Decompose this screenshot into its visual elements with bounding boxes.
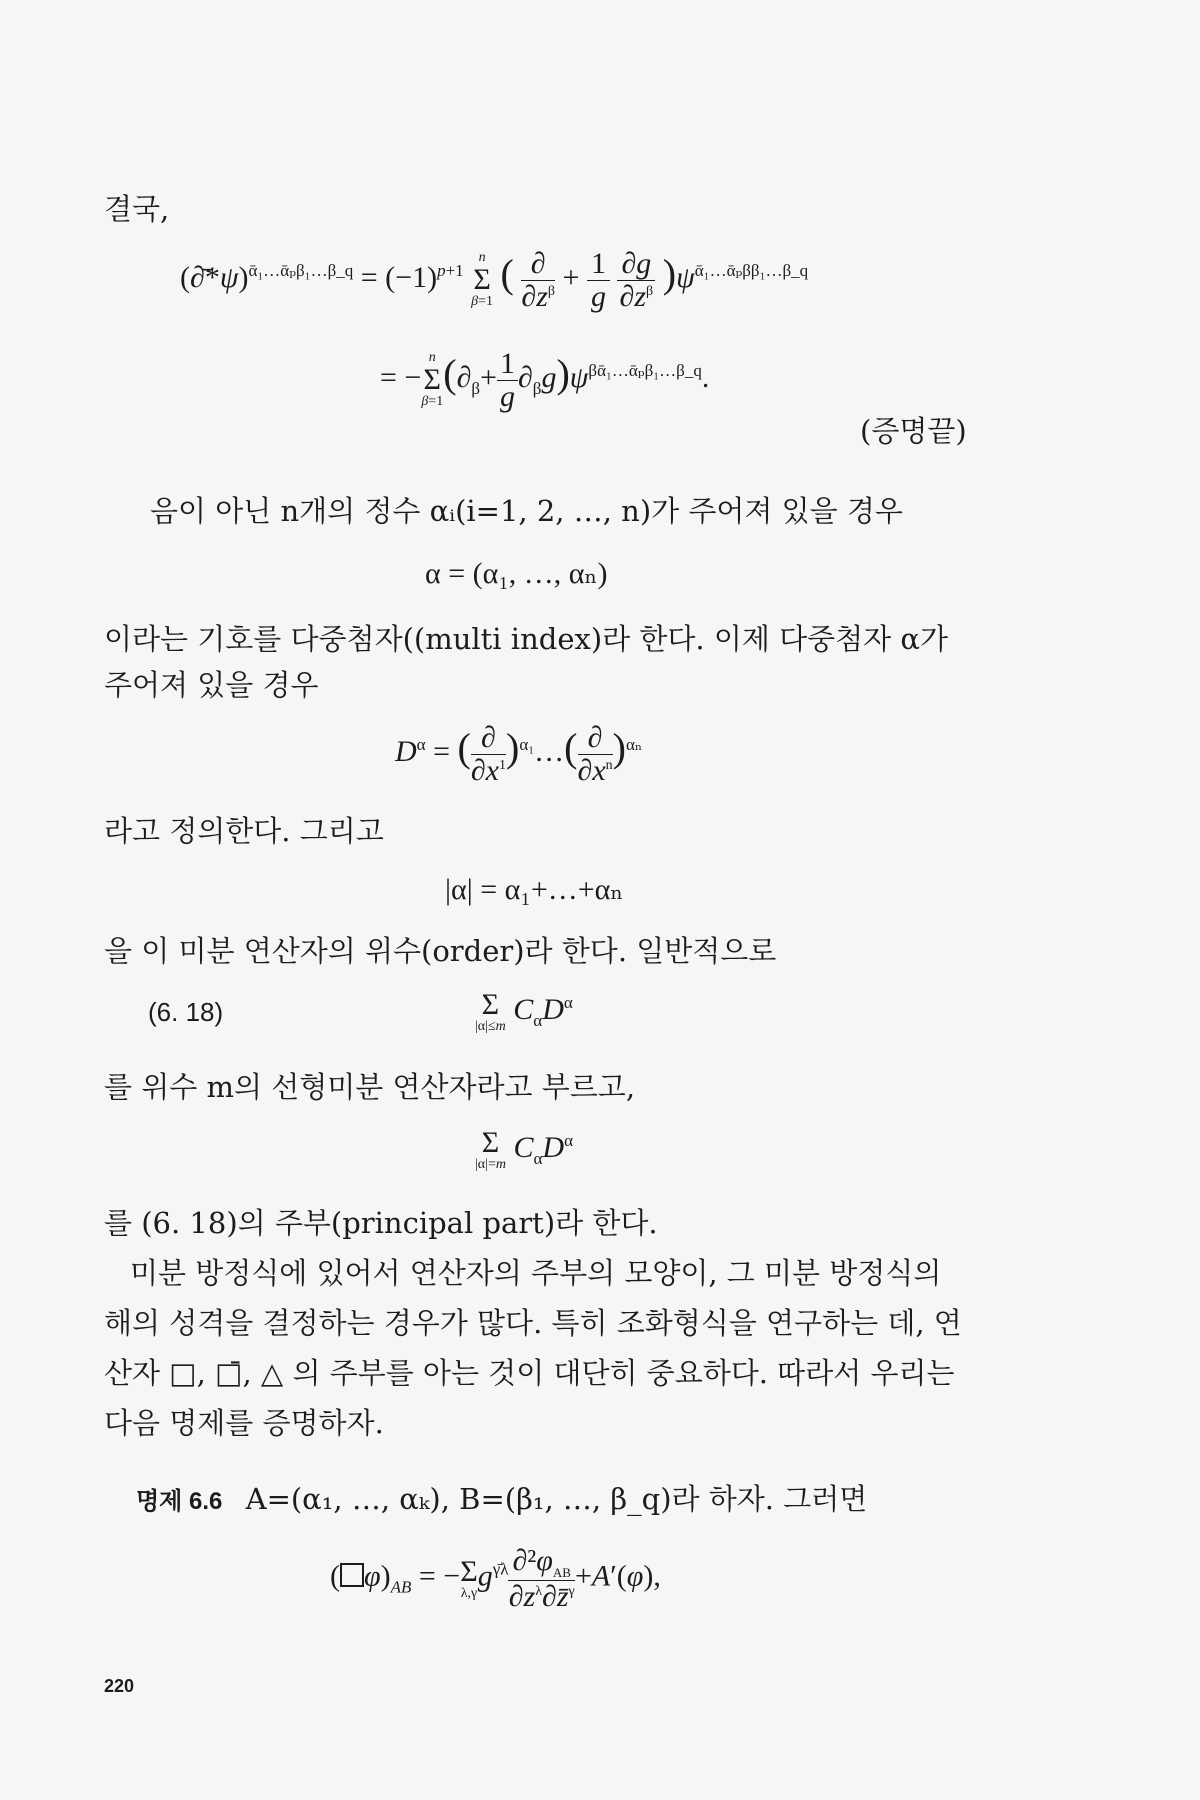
eq1-lhs: (∂̄*ψ)$^{ᾱ_1\dots ᾱ_p\beta_1\dots\beta\_q}$ = $(-1)^{p+1}$ bbox=[180, 260, 464, 294]
equation-D-alpha: $D^\alpha$ = ( ∂ $\partial x^1$ )$^{\alpha_1}$…( ∂ $\partial x^n$ )$^{\alpha_n}$ bbox=[395, 721, 643, 787]
equation-label-6-18: (6. 18) bbox=[148, 997, 224, 1027]
box-operator-icon bbox=[340, 1563, 364, 1587]
eq1-frac-4: $\frac{1}{g}$ bbox=[497, 348, 518, 412]
eq1-frac-1: ∂ $\partial z^\beta$ bbox=[521, 247, 556, 313]
intro-word: 결국, bbox=[104, 192, 170, 226]
proposition-line bbox=[136, 1478, 867, 1520]
proposition-text: A=(α₁, …, αₖ), B=(β₁, …, β_q)라 하자. 그러면 bbox=[245, 1482, 868, 1516]
paragraph-long-3: 산자 □, □̄, △ 의 주부를 아는 것이 대단히 중요하다. 따라서 우리는 bbox=[104, 1356, 955, 1390]
equation-principal: Σ |α|=m $C_\alpha D^\alpha$ bbox=[475, 1126, 573, 1172]
paragraph-long-2: 해의 성격을 결정하는 경우가 많다. 특히 조화형식을 연구하는 데, 연 bbox=[104, 1306, 962, 1340]
qed-mark: (증명끝) bbox=[860, 414, 967, 448]
paragraph-multiindex-1: 음이 아닌 n개의 정수 αᵢ(i=1, 2, …, n)가 주어져 있을 경우 bbox=[150, 494, 903, 528]
eq1-frac-2: $\frac{1}{g}$ bbox=[587, 248, 610, 312]
equation-1-line-2: = − n Σ β=1 ($\partial_\beta+$ $\frac{1}{g}$ $\partial_\beta g)\psi^{\beta ᾱ_1\dots ᾱ_p\beta_1\dots\beta\_q}$. bbox=[380, 347, 710, 413]
eq1-frac-3: $\frac{\partial g}{\partial z^\beta}$ bbox=[617, 248, 655, 312]
equation-1-line-1: (∂̄*ψ)$^{ᾱ_1\dots ᾱ_p\beta_1\dots\beta\_q}$ = $(-1)^{p+1}$ n Σ β=1 ( ∂ $\partial z^\beta$ + $\frac{1}{g}$ $\frac{\partial g}{\partial z^\beta}$ )$\psi^{ᾱ_1\dots ᾱ_p\beta\beta_1\dots\beta\_q}$ bbox=[180, 247, 809, 313]
equation-box-laplacian: ( $\varphi)_{AB} = -\Sigma$ λ,γ $g^{\gammā\lambda}$ $\partial^2\varphi_{AB}$ $\partial z^\lambda\partial z̄^\gamma$ +A′(φ), bbox=[330, 1544, 661, 1613]
paragraph-long-1: 미분 방정식에 있어서 연산자의 주부의 모양이, 그 미분 방정식의 bbox=[130, 1256, 942, 1290]
proposition-label: 명제 6.6 bbox=[136, 1488, 223, 1515]
paragraph-linear: 를 위수 m의 선형미분 연산자라고 부르고, bbox=[104, 1070, 636, 1104]
paragraph-principal: 를 (6. 18)의 주부(principal part)라 한다. bbox=[104, 1206, 658, 1240]
paragraph-define: 라고 정의한다. 그리고 bbox=[104, 814, 384, 848]
paragraph-long-4: 다음 명제를 증명하자. bbox=[104, 1406, 384, 1440]
page-number: 220 bbox=[104, 1676, 135, 1696]
paragraph-multiindex-2b: 주어져 있을 경우 bbox=[104, 668, 319, 702]
equation-alpha: α = (α₁, …, αₙ) bbox=[425, 557, 608, 590]
paragraph-order: 을 이 미분 연산자의 위수(order)라 한다. 일반적으로 bbox=[104, 934, 777, 968]
eq1-sum-2: n Σ β=1 bbox=[421, 350, 444, 409]
equation-abs-alpha: |α| = α₁+…+αₙ bbox=[445, 873, 624, 906]
paragraph-multiindex-2a: 이라는 기호를 다중첨자((multi index)라 한다. 이제 다중첨자 α가 bbox=[104, 622, 948, 656]
equation-6-18: Σ |α|≤m $C_\alpha D^\alpha$ bbox=[475, 988, 573, 1034]
eq1-sum: n Σ β=1 bbox=[471, 250, 494, 309]
